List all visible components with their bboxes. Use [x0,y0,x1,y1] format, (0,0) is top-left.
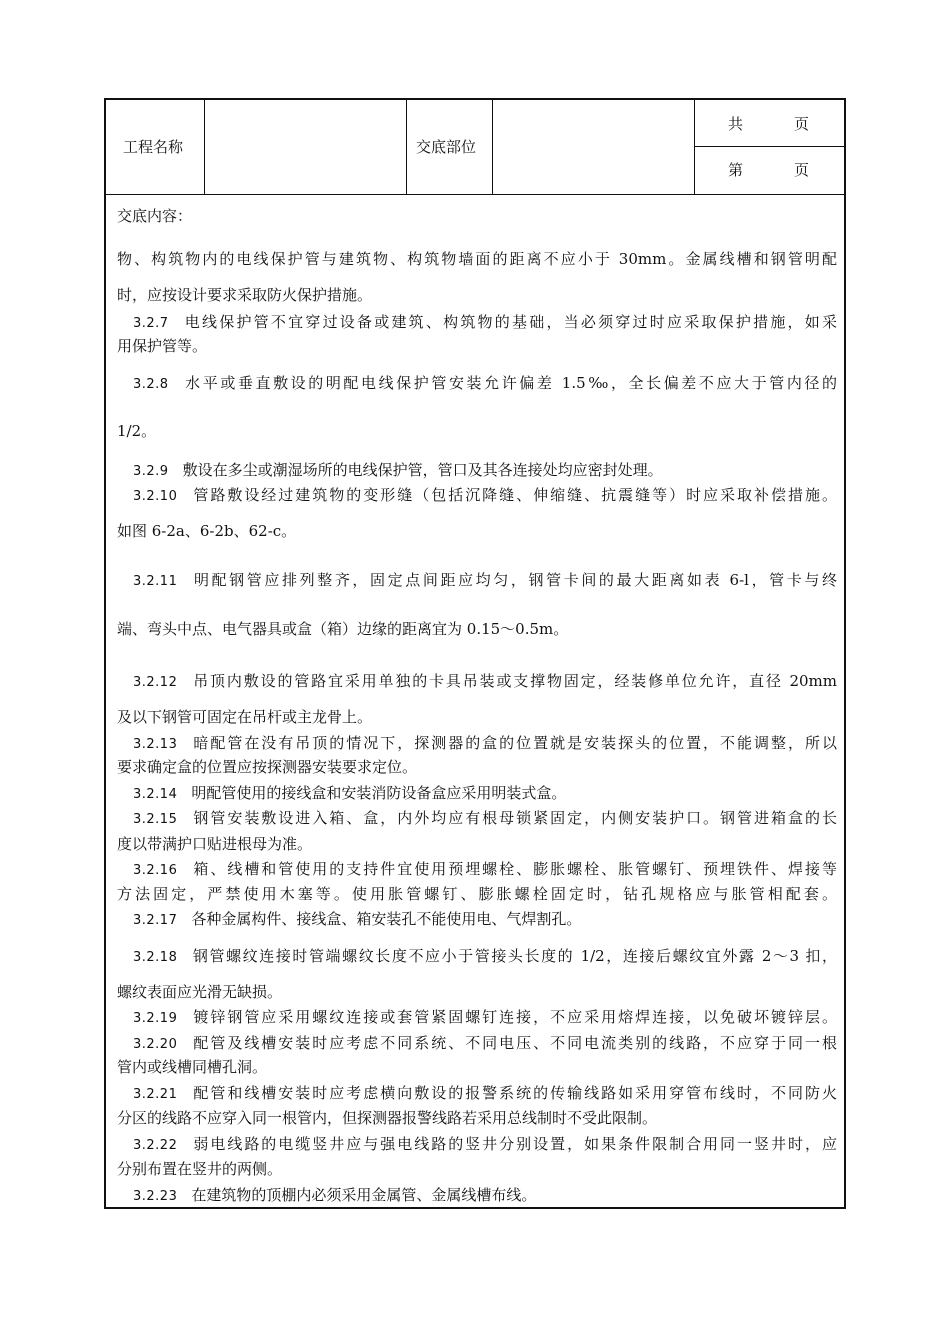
clause-line [117,486,837,506]
line-text: 1/2。 [117,422,157,440]
current-page-suffix: 页 [794,161,810,179]
clause-line [117,1084,837,1104]
line-text: 配管及线槽安装时应考虑不同系统、不同电压、不同电流类别的线路，不应穿于同一根 [191,1034,837,1052]
text-line [117,337,837,355]
clause-line [117,910,837,930]
line-text: 箱、线槽和管使用的支持件宜使用预埋螺栓、膨胀螺栓、胀管螺钉、预埋铁件、焊接等 [191,860,837,878]
clause-number: 3.2.22 [133,1138,178,1153]
line-text: 明配管使用的接线盒和安装消防设备盒应采用明装式盒。 [191,784,567,802]
clause-number: 3.2.16 [133,863,178,878]
clause-line [117,313,837,333]
line-text: 明配钢管应排列整齐，固定点间距应均匀，钢管卡间的最大距离如表 6-l，管卡与终 [191,571,837,589]
line-text: 配管和线槽安装时应考虑横向敷设的报警系统的传输线路如采用穿管布线时，不同防火 [191,1084,837,1102]
divider [406,100,407,194]
clause-number: 3.2.19 [133,1011,178,1026]
text-line [117,522,837,540]
line-text: 如图 6-2a、6-2b、62-c。 [117,522,297,540]
clause-line [117,374,837,394]
line-text: 度以带满护口贴进根母为准。 [117,835,313,853]
line-text: 端、弯头中点、电气器具或盒（箱）边缘的距离宜为 0.15～0.5m。 [117,620,569,638]
line-text: 时，应按设计要求采取防火保护措施。 [117,286,373,304]
clause-line [117,860,837,880]
location-label: 交底部位 [416,138,477,156]
clause-number: 3.2.7 [133,316,169,331]
line-text: 钢管安装敷设进入箱、盒，内外均应有根母锁紧固定，内侧安装护口。钢管进箱盒的长 [191,809,837,827]
clause-line [117,784,837,804]
clause-line [117,1135,837,1155]
text-line [117,620,837,638]
text-line [117,250,837,268]
line-text: 管内或线槽同槽孔洞。 [117,1058,268,1076]
clause-number: 3.2.14 [133,787,178,802]
clause-line [117,1008,837,1028]
project-name-label: 工程名称 [123,138,184,156]
divider [204,100,205,194]
line-text: 用保护管等。 [117,337,208,355]
text-line [117,286,837,304]
text-line [117,422,837,440]
clause-number: 3.2.12 [133,675,178,690]
text-line [117,1160,837,1178]
text-line [117,885,837,903]
clause-number: 3.2.20 [133,1037,178,1052]
content-label: 交底内容： [117,207,193,225]
line-text: 管路敷设经过建筑物的变形缝（包括沉降缝、伸缩缝、抗震缝等）时应采取补偿措施。 [191,486,837,504]
text-line [117,983,837,1001]
clause-number: 3.2.13 [133,737,178,752]
clause-line [117,1034,837,1054]
clause-number: 3.2.8 [133,377,169,392]
current-page-prefix: 第 [728,161,744,179]
clause-number: 3.2.10 [133,489,178,504]
clause-line [117,672,837,692]
clause-number: 3.2.17 [133,913,178,928]
form-header [106,100,844,195]
clause-line [117,734,837,754]
line-text: 物、构筑物内的电线保护管与建筑物、构筑物墙面的距离不应小于 30mm。金属线槽和钢管明配 [117,250,837,268]
clause-number: 3.2.18 [133,950,178,965]
clause-line [117,809,837,829]
line-text: 要求确定盒的位置应按探测器安装要求定位。 [117,758,418,776]
line-text: 弱电线路的电缆竖井应与强电线路的竖井分别设置，如果条件限制合用同一竖井时，应 [191,1135,837,1153]
line-text: 水平或垂直敷设的明配电线保护管安装允许偏差 1.5‰，全长偏差不应大于管内径的 [182,374,837,392]
clause-number: 3.2.9 [133,464,169,479]
text-line [117,1058,837,1076]
clause-number: 3.2.11 [133,574,178,589]
clause-number: 3.2.21 [133,1087,178,1102]
clause-number: 3.2.23 [133,1189,178,1204]
total-pages-prefix: 共 [728,115,744,133]
line-text: 吊顶内敷设的管路宜采用单独的卡具吊装或支撑物固定，经装修单位允许，直径 20mm [191,672,837,690]
technical-disclosure-form [104,98,846,1209]
clause-line [117,947,837,967]
line-text: 敷设在多尘或潮湿场所的电线保护管，管口及其各连接处均应密封处理。 [182,461,663,479]
line-text: 分区的线路不应穿入同一根管内，但探测器报警线路若采用总线制时不受此限制。 [117,1109,658,1127]
clause-line [117,461,837,481]
line-text: 在建筑物的顶棚内必须采用金属管、金属线槽布线。 [191,1186,537,1204]
clause-line [117,1186,837,1206]
divider [694,146,844,147]
total-pages-suffix: 页 [794,115,810,133]
text-line [117,1109,837,1127]
line-text: 分别布置在竖井的两侧。 [117,1160,283,1178]
line-text: 钢管螺纹连接时管端螺纹长度不应小于管接头长度的 1/2，连接后螺纹宜外露 2～3 扣， [191,947,837,965]
line-text: 螺纹表面应光滑无缺损。 [117,983,283,1001]
text-line [117,708,837,726]
line-text: 各种金属构件、接线盒、箱安装孔不能使用电、气焊割孔。 [191,910,582,928]
text-line [117,835,837,853]
clause-line [117,571,837,591]
text-line [117,758,837,776]
line-text: 暗配管在没有吊顶的情况下，探测器的盒的位置就是安装探头的位置，不能调整，所以 [191,734,837,752]
divider [694,100,695,194]
line-text: 电线保护管不宜穿过设备或建筑、构筑物的基础，当必须穿过时应采取保护措施，如采 [182,313,837,331]
line-text: 镀锌钢管应采用螺纹连接或套管紧固螺钉连接，不应采用熔焊连接，以免破坏镀锌层。 [191,1008,837,1026]
line-text: 方法固定，严禁使用木塞等。使用胀管螺钉、膨胀螺栓固定时，钻孔规格应与胀管相配套。 [117,885,837,903]
line-text: 及以下钢管可固定在吊杆或主龙骨上。 [117,708,373,726]
divider [492,100,493,194]
clause-number: 3.2.15 [133,812,178,827]
